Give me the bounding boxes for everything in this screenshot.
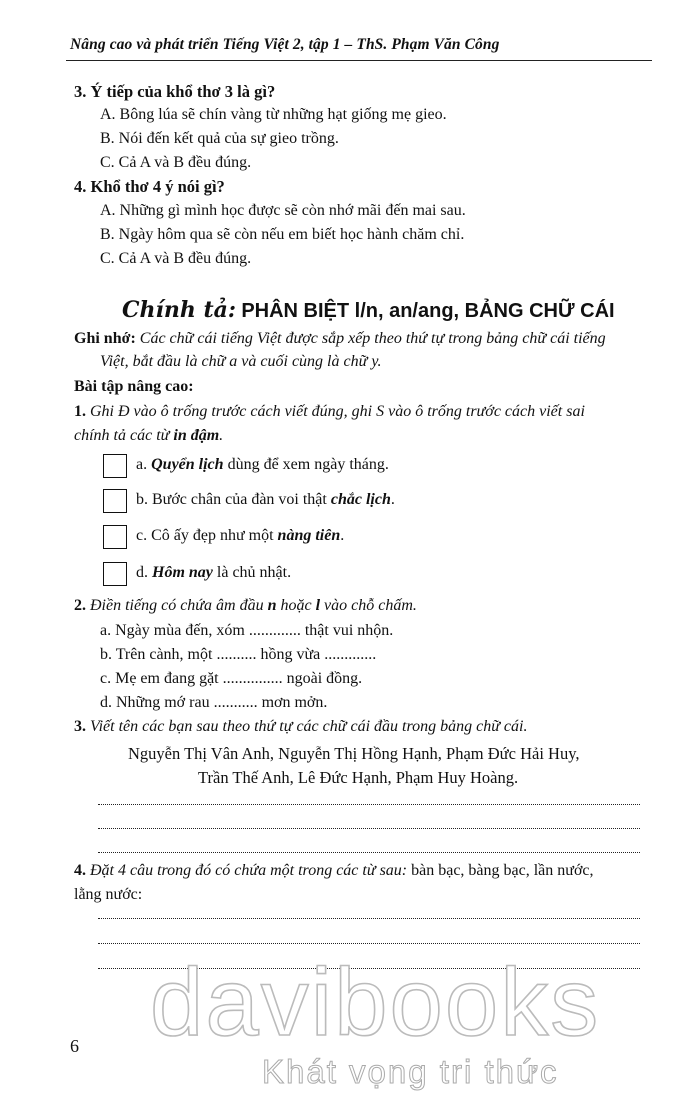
answer-box-c[interactable] [103,525,127,549]
exercise-4-prompt-line2: lằng nước: [74,886,143,903]
item-d-suffix: là chủ nhật. [212,564,292,581]
ex4-text-italic: Đặt 4 câu trong đó có chứa một trong các từ sau: [90,862,408,879]
exercise-2-prompt [74,597,417,615]
answer-box-d[interactable] [103,562,127,586]
section-title-script: Chính tả: [122,297,237,323]
exercise-1-text: Ghi Đ vào ô trống trước cách viết đúng, ghi S vào ô trống trước cách viết sai [90,403,585,420]
item-a-suffix: dùng để xem ngày tháng. [223,456,389,473]
item-c-prefix: c. Cô ấy đẹp như một [136,527,278,544]
ex2-text-l: l [315,597,321,614]
q4-option-b: B. Ngày hôm qua sẽ còn nếu em biết học hành chăm chỉ. [100,226,465,243]
ex4-text-regular: bàn bạc, bàng bạc, lần nước, [407,862,594,879]
answer-box-b[interactable] [103,489,127,513]
answer-line[interactable] [98,943,640,944]
exercise-1-num: 1. [74,403,86,420]
item-b-suffix: . [390,491,395,508]
answer-line[interactable] [98,804,640,805]
exercise-2-item-c: c. Mẹ em đang gặt ............... ngoài đồng. [100,670,363,687]
ex3-text: Viết tên các bạn sau theo thứ tự các chữ cái đầu trong bảng chữ cái. [90,718,528,735]
answer-line[interactable] [98,918,640,919]
exercise-2-item-a: a. Ngày mùa đến, xóm ............. thật vui nhộn. [100,622,394,639]
header-divider [66,60,652,61]
item-a-prefix: a. [136,456,152,473]
exercise-3-num: 3. [74,718,86,735]
page-number: 6 [70,1036,79,1056]
q3-option-c: C. Cả A và B đều đúng. [100,154,252,171]
ex2-text-c: vào chỗ chấm. [320,597,417,614]
note [74,330,684,348]
question-4: 4. Khổ thơ 4 ý nói gì? [74,177,225,196]
q3-option-a: A. Bông lúa sẽ chín vàng từ những hạt giống mẹ gieo. [100,106,447,123]
exercise-1-item-a [136,456,389,474]
exercise-1-prompt-line2 [74,427,223,445]
exercise-1-line2-c: . [219,427,224,444]
exercise-1-prompt-line1 [74,403,686,421]
item-a-bold: Quyển lịch [151,456,224,473]
section-title [122,297,615,323]
exercise-3-names-line1: Nguyễn Thị Vân Anh, Nguyễn Thị Hồng Hạnh, Phạm Đức Hải Huy, [128,744,580,763]
item-d-bold: Hôm nay [152,564,213,581]
exercise-1-line2-bold: in đậm [173,427,220,444]
watermark-slogan: Khát vọng tri thức [262,1053,559,1090]
item-b-bold: chắc lịch [330,491,391,508]
exercise-1-item-b [136,491,395,509]
note-text-line2: Việt, bắt đầu là chữ a và cuối cùng là chữ y. [100,353,382,370]
item-d-prefix: d. [136,564,152,581]
answer-box-a[interactable] [103,454,127,478]
exercises-label: Bài tập nâng cao: [74,378,194,395]
answer-line[interactable] [98,852,640,853]
q4-option-c: C. Cả A và B đều đúng. [100,250,252,267]
exercise-2-item-d: d. Những mớ rau ........... mơn mởn. [100,694,328,711]
answer-line[interactable] [98,828,640,829]
note-label: Ghi nhớ: [74,330,136,347]
item-b-prefix: b. Bước chân của đàn voi thật [136,491,331,508]
exercise-1-item-c [136,527,344,545]
exercise-1-line2-a: chính tả các từ [74,427,174,444]
q3-option-b: B. Nói đến kết quả của sự gieo trồng. [100,130,339,147]
watermark-brand: davibooks [150,949,601,1056]
ex2-text-n: n [267,597,277,614]
exercise-2-item-b: b. Trên cành, một .......... hồng vừa ............. [100,646,377,663]
exercise-4-prompt [74,862,686,880]
running-header: Nâng cao và phát triển Tiếng Việt 2, tập 1 – ThS. Phạm Văn Công [70,36,500,53]
item-c-suffix: . [340,527,345,544]
exercise-3-prompt [74,718,527,736]
exercise-2-num: 2. [74,597,86,614]
q4-option-a: A. Những gì mình học được sẽ còn nhớ mãi đến mai sau. [100,202,466,219]
ex2-text-a: Điền tiếng có chứa âm đầu [90,597,268,614]
section-title-caps: PHÂN BIỆT l/n, an/ang, BẢNG CHỮ CÁI [241,300,615,322]
exercise-1-item-d [136,564,291,582]
question-3: 3. Ý tiếp của khổ thơ 3 là gì? [74,82,276,101]
item-c-bold: nàng tiên [277,527,341,544]
note-text-line1: Các chữ cái tiếng Việt được sắp xếp theo thứ tự trong bảng chữ cái tiếng [139,330,606,347]
ex2-text-b: hoặc [276,597,316,614]
exercise-3-names-line2: Trần Thế Anh, Lê Đức Hạnh, Phạm Huy Hoàng. [198,768,519,787]
exercise-4-num: 4. [74,862,86,879]
